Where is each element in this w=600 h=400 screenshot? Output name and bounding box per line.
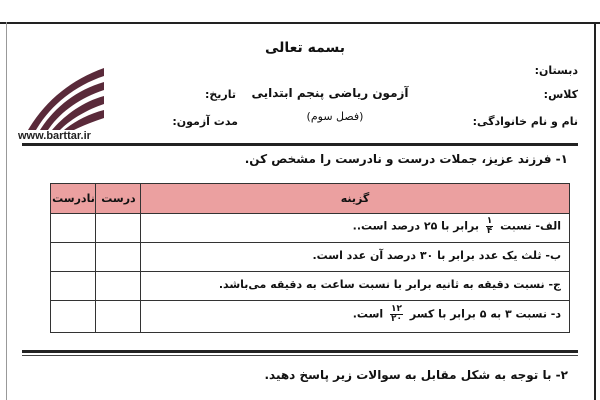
row-divider [51, 271, 569, 272]
page-title: بسمه تعالی [264, 40, 346, 56]
page-border-top [0, 22, 600, 24]
row-divider [51, 300, 569, 301]
page-border-right [594, 22, 596, 400]
page-border-left [6, 22, 7, 400]
fraction: $\frac{۱}{۴}$ [486, 216, 493, 236]
true-false-table [50, 183, 570, 333]
table-row-1-text: الف- نسبت $\frac{۱}{۴}$ برابر با ۲۵ درصد است.. [352, 216, 561, 236]
exam-title: آزمون ریاضی پنجم ابتدایی [251, 86, 409, 100]
duration-label: مدت آزمون: [172, 115, 238, 128]
question-2-text: ۲- با توجه به شکل مقابل به سوالات زیر پاسخ دهید. [264, 368, 568, 382]
column-header-correct: درست [101, 192, 136, 205]
name-label: نام و نام خانوادگی: [472, 115, 578, 128]
school-label: دبستان: [534, 64, 578, 77]
column-header-option: گزینه [340, 192, 370, 205]
column-divider [140, 184, 141, 332]
column-divider [95, 184, 96, 332]
website-url: www.barttar.ir [18, 130, 91, 142]
class-label: کلاس: [543, 88, 578, 101]
header-divider [22, 143, 578, 146]
table-row-2-text: ب- ثلث یک عدد برابر با ۳۰ درصد آن عدد است. [312, 249, 561, 262]
question-1-text: ۱- فرزند عزیز، جملات درست و نادرست را مشخص کن. [244, 152, 568, 166]
date-label: تاریخ: [204, 88, 236, 101]
table-row-3-text: ج- نسبت دقیقه به ثانیه برابر با نسبت ساعت به دقیقه می‌باشد. [218, 278, 561, 291]
section-divider [22, 350, 578, 353]
column-header-incorrect: نادرست [52, 192, 95, 205]
table-row-4-text: د- نسبت ۳ به ۵ برابر با کسر $\frac{۱۲}{۲۰}$ است. [352, 304, 561, 324]
fraction: $\frac{۱۲}{۲۰}$ [391, 304, 403, 324]
exam-chapter: (فصل سوم) [306, 110, 364, 123]
barttar-logo-icon [26, 60, 106, 132]
section-divider-thin [22, 355, 578, 356]
row-divider [51, 242, 569, 243]
